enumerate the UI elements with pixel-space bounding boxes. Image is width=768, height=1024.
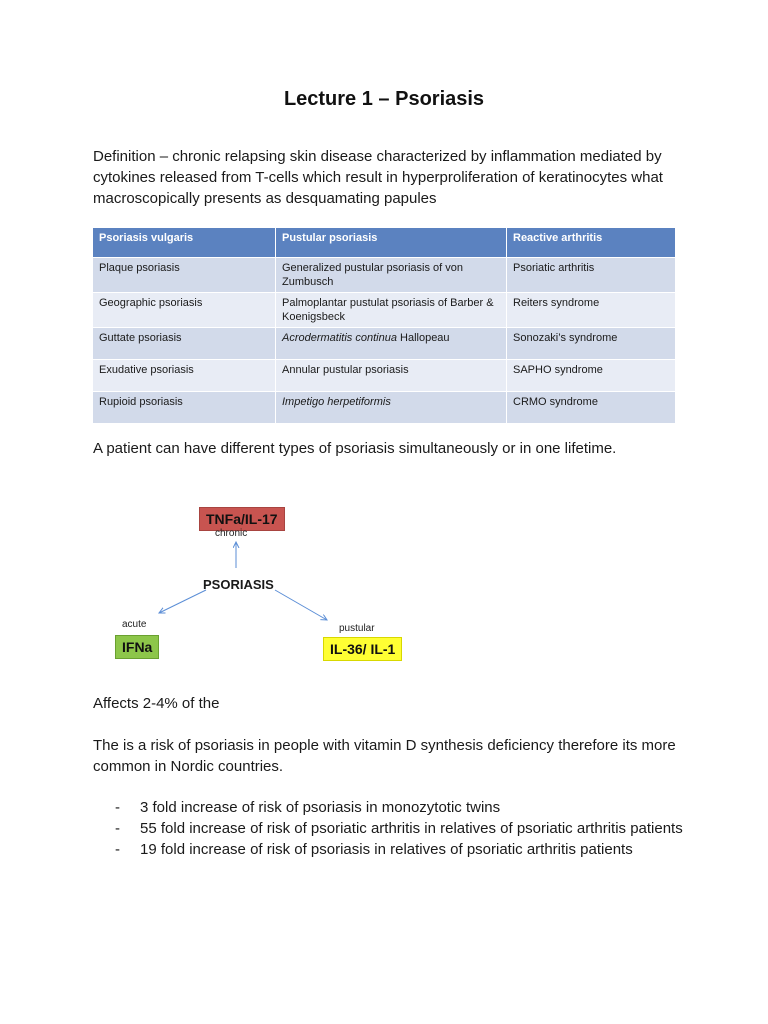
definition-paragraph: Definition – chronic relapsing skin disease characterized by inflammation mediated by cytokines released from T-cells which result in hyperproliferation of keratinocytes what macroscopically presents as desquamating papules bbox=[93, 148, 663, 207]
list-item-text: 55 fold increase of risk of psoriatic arthritis in relatives of psoriatic arthritis patients bbox=[140, 820, 683, 837]
table-cell: CRMO syndrome bbox=[507, 392, 676, 424]
italic-term: Impetigo herpetiformis bbox=[282, 396, 391, 408]
table-row bbox=[93, 328, 676, 360]
note-paragraph: A patient can have different types of psoriasis simultaneously or in one lifetime. bbox=[93, 440, 617, 457]
bullet-dash: - bbox=[115, 820, 120, 837]
table-cell: Reiters syndrome bbox=[507, 293, 676, 328]
table-cell: Generalized pustular psoriasis of von Zumbusch bbox=[276, 258, 507, 293]
il36-il1-box: IL-36/ IL-1 bbox=[323, 637, 402, 661]
table-cell: Guttate psoriasis bbox=[93, 328, 276, 360]
table-cell bbox=[276, 392, 507, 424]
cytokine-diagram bbox=[93, 500, 423, 670]
table-row bbox=[93, 360, 676, 392]
table-cell: Palmoplantar pustulat psoriasis of Barber & Koenigsbeck bbox=[276, 293, 507, 328]
ifna-box: IFNa bbox=[115, 635, 159, 659]
list-item-text: 19 fold increase of risk of psoriasis in relatives of psoriatic arthritis patients bbox=[140, 841, 633, 858]
table-cell: Rupioid psoriasis bbox=[93, 392, 276, 424]
table-cell bbox=[276, 328, 507, 360]
psoriasis-center-label: PSORIASIS bbox=[203, 577, 274, 592]
table-row bbox=[93, 258, 676, 293]
table-row bbox=[93, 293, 676, 328]
table-cell: Psoriatic arthritis bbox=[507, 258, 676, 293]
risk-facts-list bbox=[93, 797, 683, 860]
table-header-cell: Reactive arthritis bbox=[507, 228, 676, 258]
table-cell: Geographic psoriasis bbox=[93, 293, 276, 328]
arrow-to-acute bbox=[159, 590, 206, 613]
italic-term: Acrodermatitis continua bbox=[282, 332, 397, 344]
list-item bbox=[93, 797, 683, 818]
bullet-dash: - bbox=[115, 841, 120, 858]
risk-paragraph: The is a risk of psoriasis in people with vitamin D synthesis deficiency therefore its more common in Nordic countries. bbox=[93, 737, 676, 775]
arrow-to-pustular bbox=[275, 590, 327, 620]
table-cell: Annular pustular psoriasis bbox=[276, 360, 507, 392]
pustular-label: pustular bbox=[339, 623, 375, 634]
table-cell: Exudative psoriasis bbox=[93, 360, 276, 392]
table-cell-suffix: Hallopeau bbox=[396, 332, 450, 344]
table-header-cell: Psoriasis vulgaris bbox=[93, 228, 276, 258]
table-cell: Plaque psoriasis bbox=[93, 258, 276, 293]
table-cell: Sonozaki’s syndrome bbox=[507, 328, 676, 360]
page-title: Lecture 1 – Psoriasis bbox=[283, 88, 485, 110]
list-item bbox=[93, 839, 683, 860]
affects-paragraph: Affects 2-4% of the bbox=[93, 695, 220, 712]
table-header-cell: Pustular psoriasis bbox=[276, 228, 507, 258]
table-header-row bbox=[93, 228, 676, 258]
psoriasis-types-table bbox=[93, 228, 676, 423]
table-cell: SAPHO syndrome bbox=[507, 360, 676, 392]
list-item-text: 3 fold increase of risk of psoriasis in monozytotic twins bbox=[140, 799, 501, 816]
list-item bbox=[93, 818, 683, 839]
tnfa-il17-box: TNFa/IL-17 bbox=[199, 507, 285, 531]
table-row bbox=[93, 392, 676, 424]
bullet-dash: - bbox=[115, 799, 120, 816]
chronic-label: chronic bbox=[215, 528, 248, 539]
acute-label: acute bbox=[122, 619, 147, 630]
